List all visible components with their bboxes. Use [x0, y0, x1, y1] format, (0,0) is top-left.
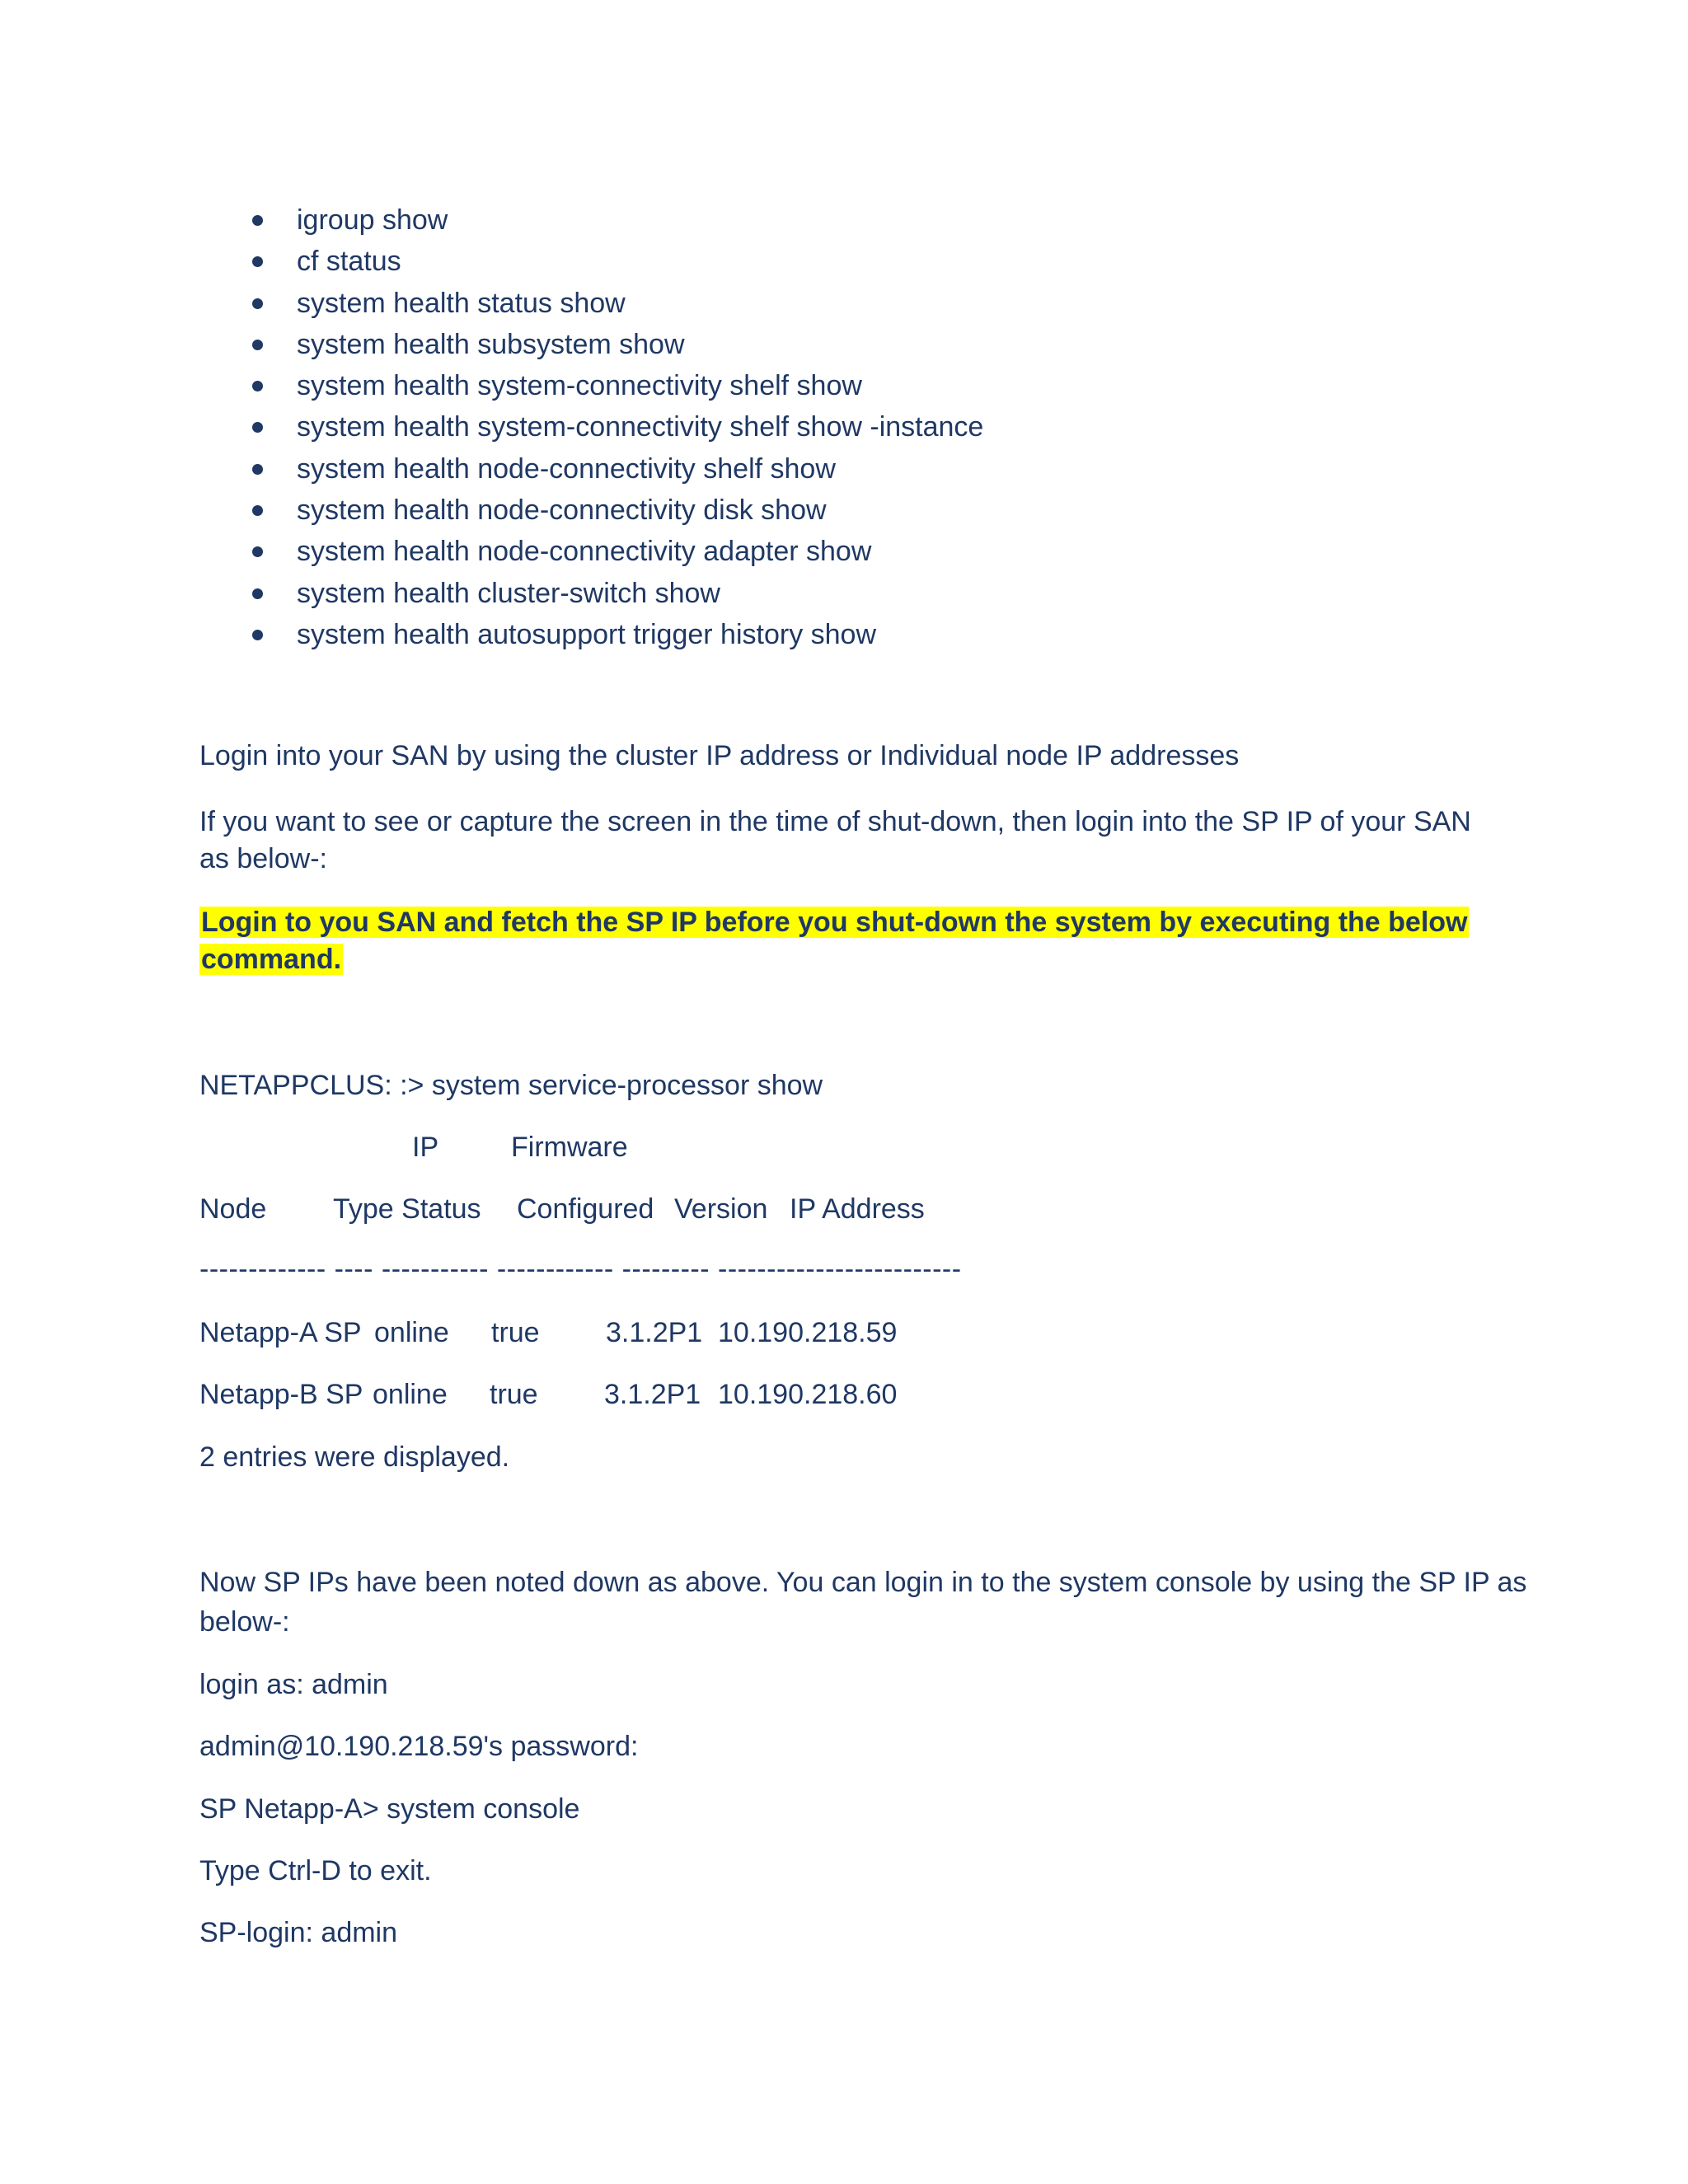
command-line: NETAPPCLUS: :> system service-processor show	[199, 1070, 823, 1101]
list-item-text: system health subsystem show	[297, 328, 685, 360]
row-configured: true	[490, 1379, 538, 1410]
list-item	[252, 241, 983, 282]
console-line: Type Ctrl-D to exit.	[199, 1855, 432, 1886]
header-ip-address: IP Address	[790, 1193, 925, 1225]
list-item	[252, 448, 983, 490]
bullet-icon	[252, 381, 263, 391]
list-item-text: system health status show	[297, 287, 626, 319]
header-ip: IP	[412, 1132, 439, 1163]
highlighted-text: Login to you SAN and fetch the SP IP before you shut-down the system by executing the below	[201, 907, 1468, 938]
row-node: Netapp-B SP	[199, 1379, 363, 1410]
highlighted-text: command.	[201, 944, 342, 975]
list-item-text: system health node-connectivity shelf show	[297, 452, 836, 485]
bullet-icon	[252, 464, 263, 475]
row-ip: 10.190.218.59	[718, 1317, 898, 1348]
bullet-icon	[252, 256, 263, 267]
list-item-text: system health system-connectivity shelf show	[297, 370, 862, 402]
highlight-note-line-1	[199, 904, 1469, 941]
list-item	[252, 406, 983, 448]
bullet-icon	[252, 630, 263, 640]
row-status: online	[373, 1379, 448, 1410]
list-item-text: igroup show	[297, 204, 448, 236]
list-item-text: system health system-connectivity shelf show -instance	[297, 411, 984, 443]
console-line: login as: admin	[199, 1669, 388, 1700]
table-separator: ------------- ---- ----------- ------------ --------- -------------------------	[199, 1254, 962, 1285]
bullet-icon	[252, 340, 263, 350]
list-item	[252, 573, 983, 614]
list-item	[252, 324, 983, 365]
bullet-icon	[252, 298, 263, 309]
console-line: admin@10.190.218.59's password:	[199, 1731, 639, 1762]
header-type-status: Type Status	[333, 1193, 481, 1225]
row-node: Netapp-A SP	[199, 1317, 362, 1348]
console-line: SP Netapp-A> system console	[199, 1793, 580, 1825]
console-line: SP-login: admin	[199, 1917, 398, 1948]
list-item	[252, 614, 983, 655]
console-intro-line-1: Now SP IPs have been noted down as above. You can login in to the system console by using the SP IP as	[199, 1567, 1527, 1598]
console-intro-line-2: below-:	[199, 1606, 290, 1638]
bullet-icon	[252, 422, 263, 433]
header-version: Version	[674, 1193, 768, 1225]
list-item-text: system health node-connectivity disk show	[297, 494, 827, 527]
row-version: 3.1.2P1	[606, 1317, 703, 1348]
header-firmware: Firmware	[511, 1132, 628, 1163]
table-footer: 2 entries were displayed.	[199, 1441, 510, 1473]
row-version: 3.1.2P1	[604, 1379, 701, 1410]
list-item-text: system health cluster-switch show	[297, 577, 720, 609]
list-item	[252, 365, 983, 406]
bullet-icon	[252, 215, 263, 226]
capture-info-line-2: as below-:	[199, 843, 327, 874]
command-bullet-list	[252, 199, 983, 655]
bullet-icon	[252, 588, 263, 599]
login-info-paragraph: Login into your SAN by using the cluster IP address or Individual node IP addresses	[199, 740, 1240, 771]
row-configured: true	[491, 1317, 540, 1348]
list-item	[252, 283, 983, 324]
highlight-note-line-2	[199, 941, 343, 978]
capture-info-line-1: If you want to see or capture the screen in the time of shut-down, then login into the SP IP of your SAN	[199, 806, 1471, 837]
bullet-icon	[252, 505, 263, 516]
row-ip: 10.190.218.60	[718, 1379, 898, 1410]
header-configured: Configured	[517, 1193, 654, 1225]
list-item-text: system health autosupport trigger history show	[297, 618, 877, 650]
bullet-icon	[252, 546, 263, 557]
header-node: Node	[199, 1193, 267, 1225]
row-status: online	[374, 1317, 449, 1348]
list-item	[252, 531, 983, 572]
list-item	[252, 199, 983, 241]
list-item	[252, 490, 983, 531]
list-item-text: system health node-connectivity adapter show	[297, 536, 872, 568]
list-item-text: cf status	[297, 246, 401, 278]
